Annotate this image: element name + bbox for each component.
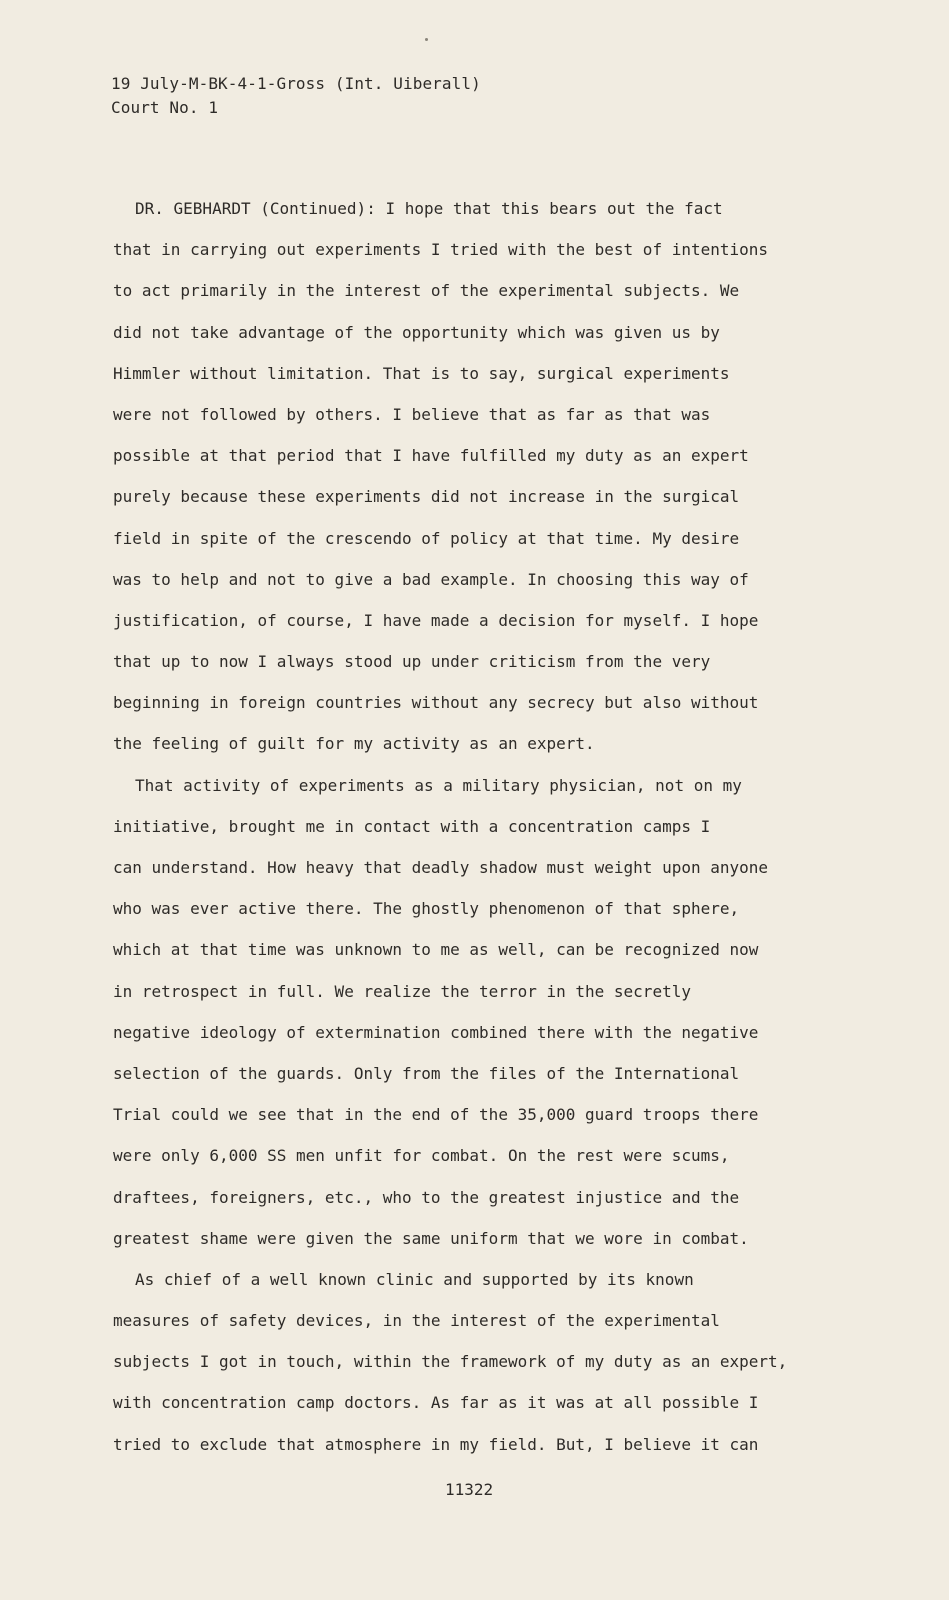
text-line: selection of the guards. Only from the files of the International bbox=[113, 1063, 740, 1083]
text-line: was to help and not to give a bad example. In choosing this way of bbox=[113, 569, 749, 589]
header-reference: 19 July-M-BK-4-1-Gross (Int. Uiberall) bbox=[111, 74, 481, 93]
text-line: in retrospect in full. We realize the terror in the secretly bbox=[113, 981, 691, 1001]
text-line: That activity of experiments as a military physician, not on my bbox=[135, 775, 742, 795]
text-line: Himmler without limitation. That is to say, surgical experiments bbox=[113, 363, 730, 383]
text-line: negative ideology of extermination combined there with the negative bbox=[113, 1022, 759, 1042]
text-line: draftees, foreigners, etc., who to the greatest injustice and the bbox=[113, 1187, 740, 1207]
text-line: DR. GEBHARDT (Continued): I hope that this bears out the fact bbox=[135, 199, 723, 218]
text-line: As chief of a well known clinic and supported by its known bbox=[135, 1269, 694, 1289]
text-line: purely because these experiments did not increase in the surgical bbox=[113, 487, 740, 507]
text-line: initiative, brought me in contact with a concentration camps I bbox=[113, 816, 711, 836]
text-line: beginning in foreign countries without any secrecy but also without bbox=[113, 693, 759, 713]
text-line: tried to exclude that atmosphere in my field. But, I believe it can bbox=[113, 1434, 759, 1454]
paper-speck bbox=[425, 38, 428, 41]
text-line: were not followed by others. I believe that as far as that was bbox=[113, 404, 711, 424]
page-number: 11322 bbox=[445, 1480, 494, 1499]
text-line: the feeling of guilt for my activity as an expert. bbox=[113, 734, 595, 754]
text-line: field in spite of the crescendo of policy at that time. My desire bbox=[113, 528, 740, 548]
text-line: justification, of course, I have made a decision for myself. I hope bbox=[113, 610, 759, 630]
header-court: Court No. 1 bbox=[111, 98, 219, 117]
text-line: greatest shame were given the same uniform that we wore in combat. bbox=[113, 1228, 749, 1248]
text-line: to act primarily in the interest of the experimental subjects. We bbox=[113, 281, 740, 301]
text-line: measures of safety devices, in the interest of the experimental bbox=[113, 1311, 720, 1331]
testimony-body bbox=[113, 188, 833, 1465]
text-line: that up to now I always stood up under criticism from the very bbox=[113, 652, 711, 672]
text-line: subjects I got in touch, within the framework of my duty as an expert, bbox=[113, 1352, 788, 1372]
text-line: which at that time was unknown to me as well, can be recognized now bbox=[113, 940, 759, 960]
text-line: can understand. How heavy that deadly shadow must weight upon anyone bbox=[113, 858, 769, 877]
text-line: with concentration camp doctors. As far as it was at all possible I bbox=[113, 1393, 759, 1413]
text-line: Trial could we see that in the end of the 35,000 guard troops there bbox=[113, 1105, 759, 1125]
text-line: did not take advantage of the opportunity which was given us by bbox=[113, 322, 720, 342]
text-line: who was ever active there. The ghostly phenomenon of that sphere, bbox=[113, 899, 740, 919]
text-line: possible at that period that I have fulfilled my duty as an expert bbox=[113, 446, 749, 466]
text-line: that in carrying out experiments I tried with the best of intentions bbox=[113, 240, 769, 260]
document-header bbox=[111, 72, 481, 120]
text-line: were only 6,000 SS men unfit for combat. On the rest were scums, bbox=[113, 1146, 730, 1166]
